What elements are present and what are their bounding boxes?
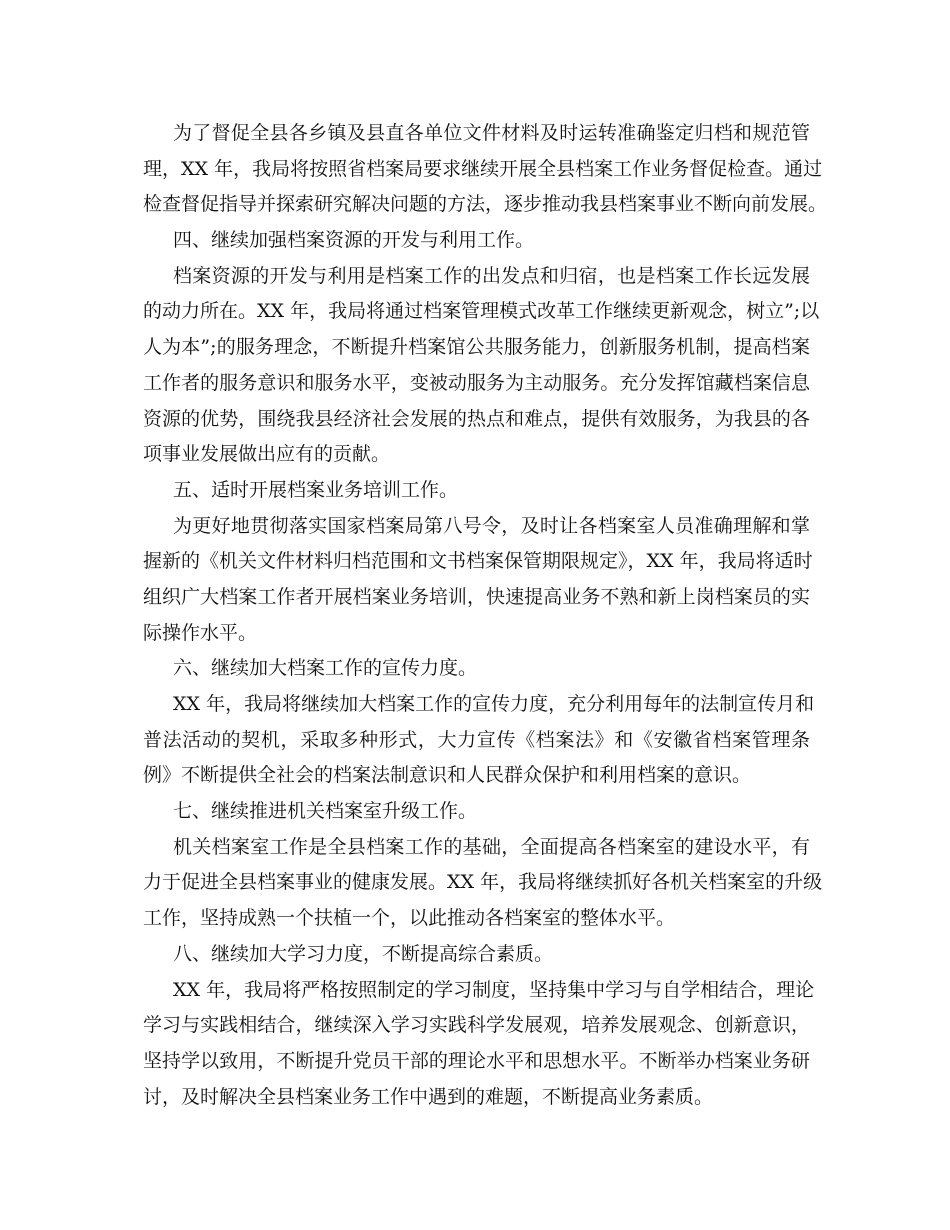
text-line: 为了督促全县各乡镇及县直各单位文件材料及时运转准确鉴定归档和规范管 — [173, 122, 810, 144]
text-line: 五、适时开展档案业务培训工作。 — [173, 478, 459, 501]
text-line: 普法活动的契机，采取多种形式，大力宣传《档案法》和《安徽省档案管理条 — [143, 728, 810, 751]
text-line: 例》不断提供全社会的档案法制意识和人民群众保护和利用档案的意识。 — [143, 764, 752, 787]
text-line: 工作，坚持成熟一个扶植一个，以此推动各档案室的整体水平。 — [143, 907, 676, 930]
text-line: 力于促进全县档案事业的健康发展。XX 年，我局将继续抓好各机关档案室的升级 — [143, 871, 823, 894]
text-line: 四、继续加强档案资源的开发与利用工作。 — [173, 229, 535, 252]
text-line: XX 年，我局将严格按照制定的学习制度，坚持集中学习与自学相结合，理论 — [173, 978, 815, 1001]
text-line: XX 年，我局将继续加大档案工作的宣传力度，充分利用每年的法制宣传月和 — [173, 693, 815, 715]
text-line: 学习与实践相结合，继续深入学习实践科学发展观，培养发展观念、创新意识， — [143, 1014, 810, 1037]
text-line: 机关档案室工作是全县档案工作的基础，全面提高各档案室的建设水平，有 — [173, 835, 810, 858]
text-line: 项事业发展做出应有的贡献。 — [143, 443, 391, 466]
text-line: 八、继续加大学习力度，不断提高综合素质。 — [173, 942, 554, 965]
text-line: 检查督促指导并探索研究解决问题的方法，逐步推动我县档案事业不断向前发展。 — [143, 193, 828, 216]
text-line: 讨，及时解决全县档案业务工作中遇到的难题，不断提高业务素质。 — [143, 1085, 714, 1108]
text-line: 际操作水平。 — [143, 621, 258, 644]
text-line: 组织广大档案工作者开展档案业务培训，快速提高业务不熟和新上岗档案员的实 — [143, 585, 810, 608]
text-line: 工作者的服务意识和服务水平，变被动服务为主动服务。充分发挥馆藏档案信息 — [143, 371, 810, 394]
text-line: 人为本”;的服务理念，不断提升档案馆公共服务能力，创新服务机制，提高档案 — [143, 336, 810, 359]
text-line: 理，XX 年，我局将按照省档案局要求继续开展全县档案工作业务督促检查。通过 — [143, 157, 823, 180]
text-line: 的动力所在。XX 年，我局将通过档案管理模式改革工作继续更新观念，树立”;以 — [143, 300, 820, 323]
text-line: 档案资源的开发与利用是档案工作的出发点和归宿，也是档案工作长远发展 — [173, 264, 810, 287]
text-line: 七、继续推进机关档案室升级工作。 — [173, 800, 478, 823]
text-line: 为更好地贯彻落实国家档案局第八号令，及时让各档案室人员准确理解和掌 — [173, 514, 810, 537]
text-line: 握新的《机关文件材料归档范围和文书档案保管期限规定》，XX 年，我局将适时 — [143, 550, 813, 573]
text-line: 资源的优势，围绕我县经济社会发展的热点和难点，提供有效服务，为我县的各 — [143, 407, 810, 430]
text-line: 坚持学以致用，不断提升党员干部的理论水平和思想水平。不断举办档案业务研 — [143, 1049, 810, 1072]
document-body — [143, 116, 828, 1115]
text-line: 六、继续加大档案工作的宣传力度。 — [173, 657, 478, 680]
